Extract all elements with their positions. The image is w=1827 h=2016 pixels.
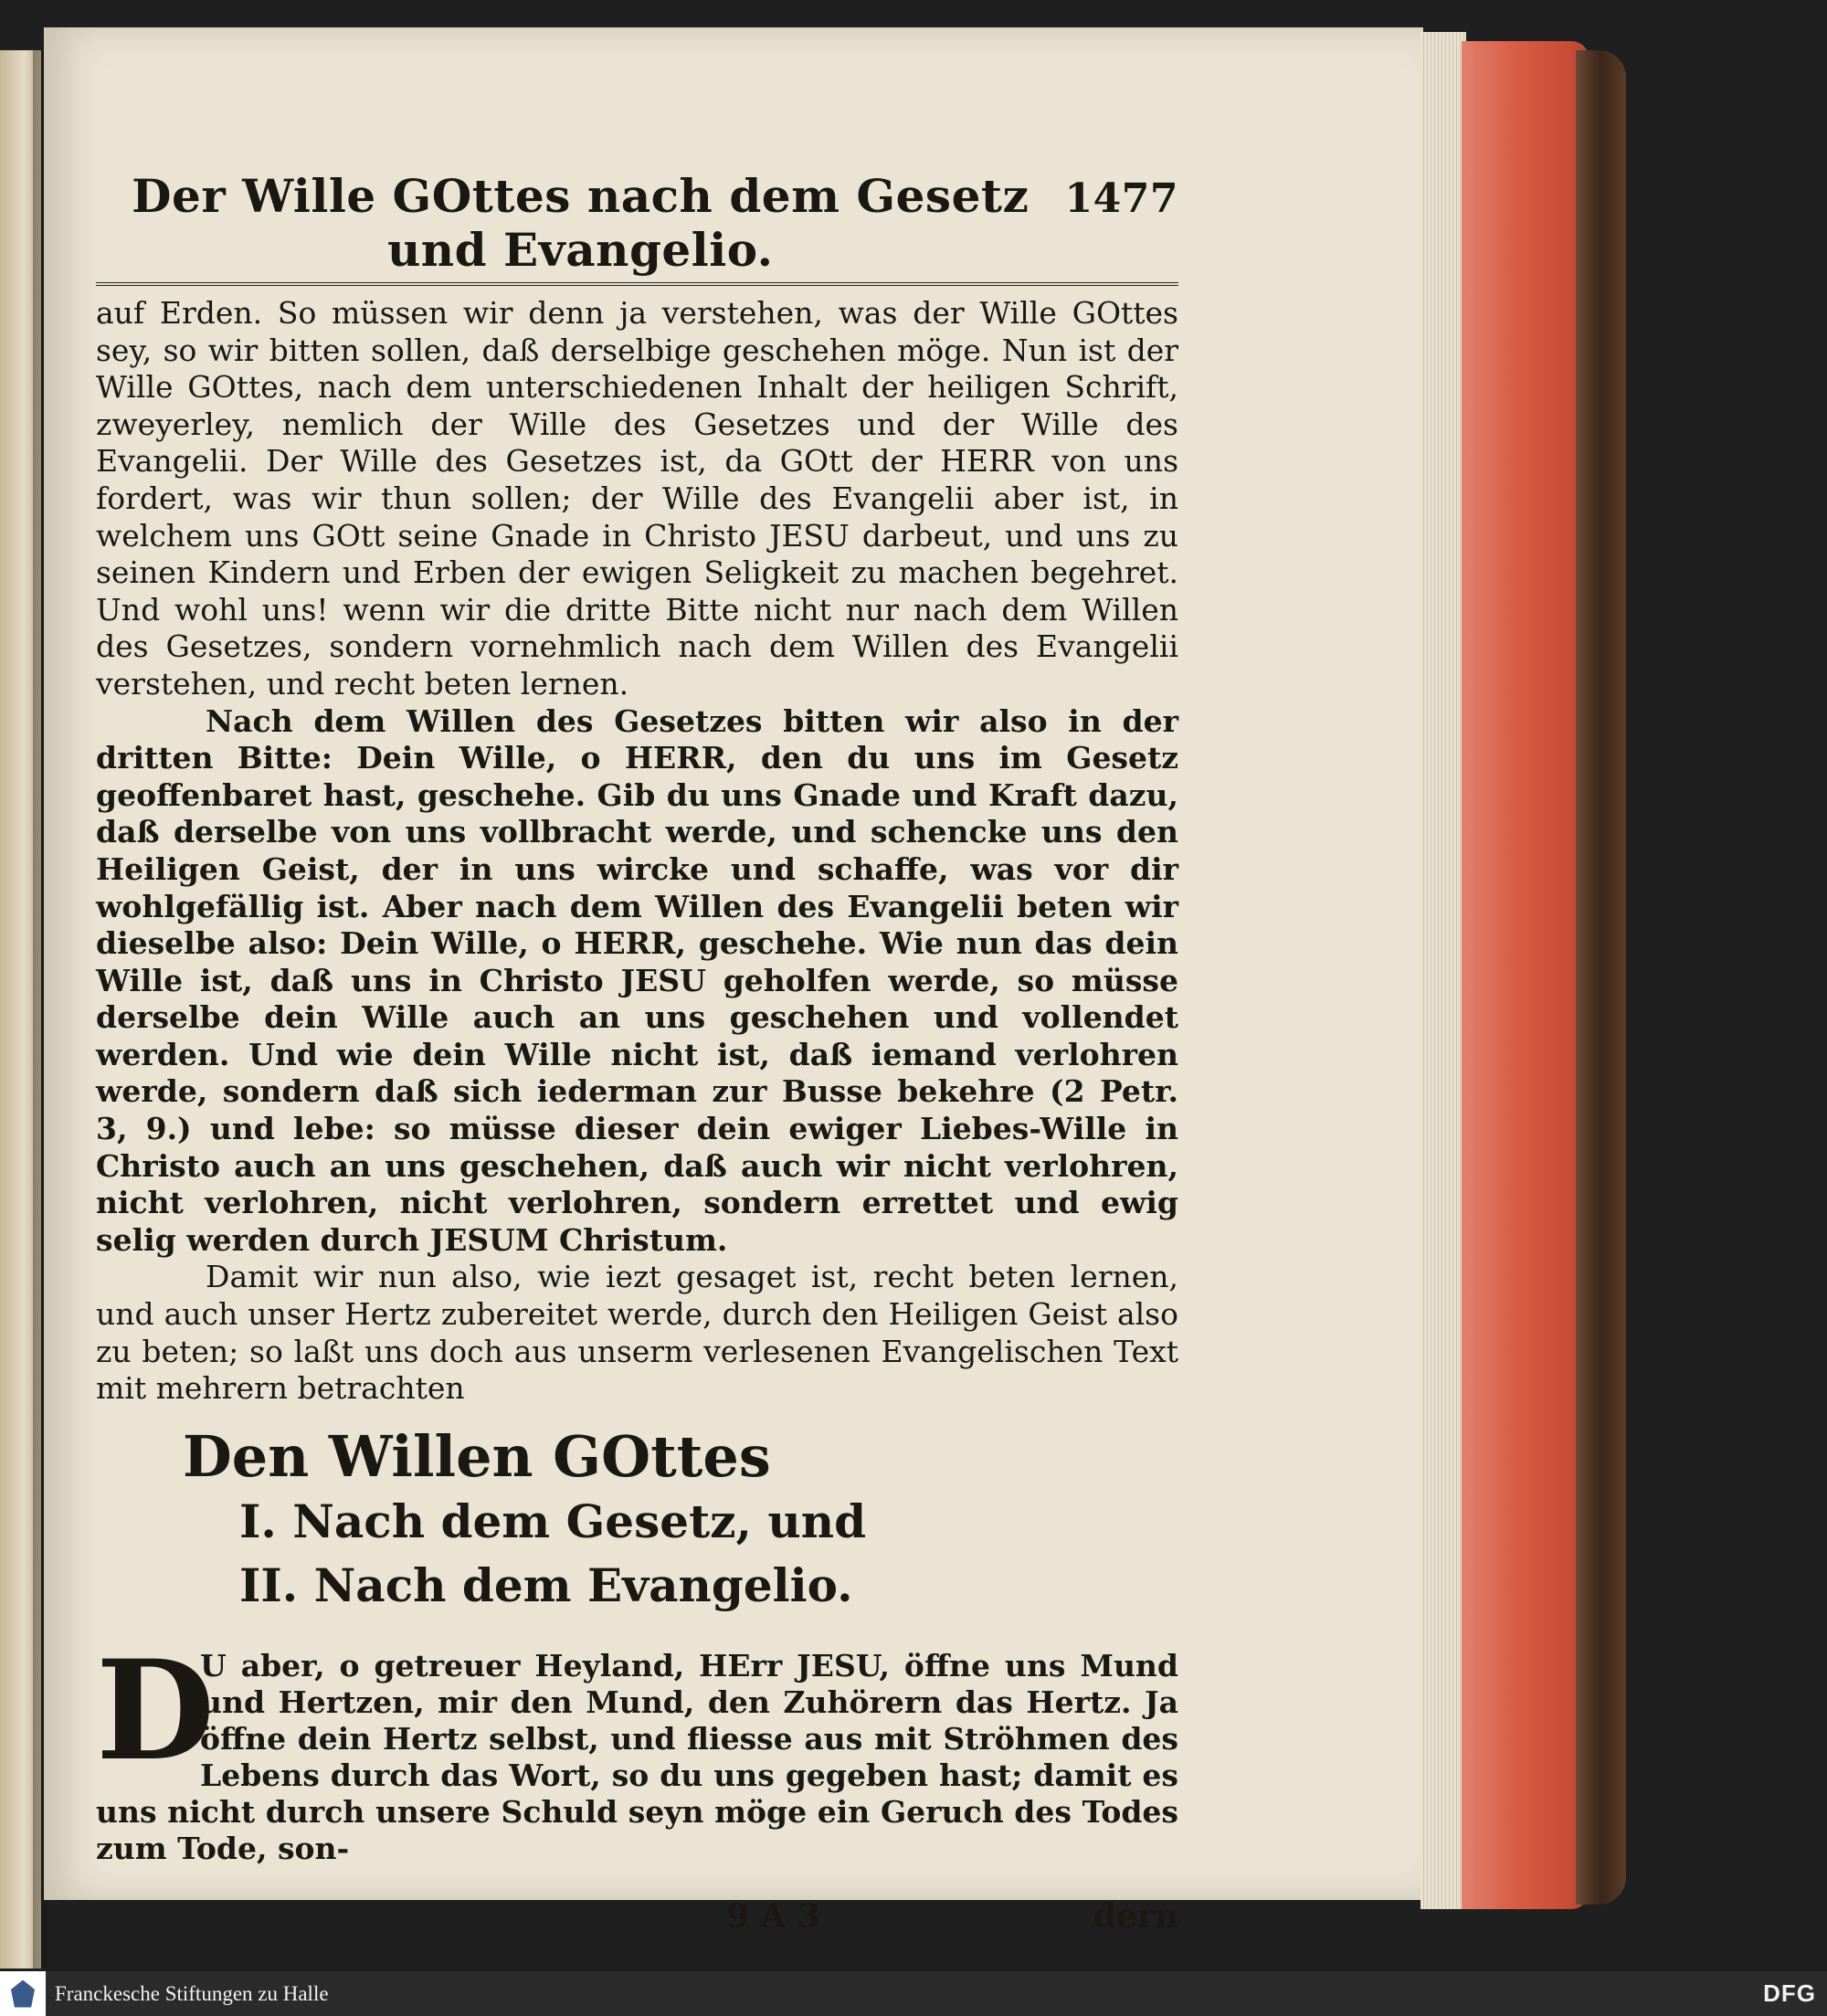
section-heading — [183, 1424, 1178, 1618]
drop-cap: D — [96, 1630, 216, 1791]
heading-main: Den Willen GOttes — [183, 1422, 771, 1490]
paragraph-2: Nach dem Willen des Gesetzes bitten wir also in der dritten Bitte: Dein Wille, o HERR, den du uns im Gesetz geoffenbaret hast, geschehe. Gib du uns Gnade und Kraft dazu, daß derselbe von uns vollbracht werde, und schencke uns den Heiligen Geist, der in uns wircke und schaffe, was vor dir wohlgefällig ist. Aber nach dem Willen des Evangelii beten wir dieselbe also: Dein Wille, o HERR, geschehe. Wie nun das dein Wille ist, daß uns in Christo JESU geholfen werde, so müsse derselbe dein Wille auch an uns geschehen und vollendet werden. Und wie dein Wille nicht ist, daß iemand verlohren werde, sondern daß sich iederman zur Busse bekehre (2 Petr. 3, 9.) und lebe: so müsse dieser dein ewiger Liebes-Wille in Christo auch an uns geschehen, daß auch wir nicht verlohren, nicht verlohren, nicht verlohren, sondern errettet und ewig selig werden durch JESUM Christum. — [96, 702, 1178, 1258]
institution-label: Franckesche Stiftungen zu Halle — [55, 1981, 329, 2005]
catchword: dern — [1093, 1896, 1178, 1936]
institution-credit[interactable] — [0, 1971, 329, 2016]
running-head — [96, 169, 1178, 286]
page-stack-edge — [1420, 32, 1466, 1909]
dfg-logo[interactable]: DFG — [1763, 1979, 1816, 2007]
prayer-paragraph — [96, 1630, 1178, 1867]
page-number: 1477 — [1064, 175, 1178, 222]
page-footer — [96, 1897, 1178, 1936]
running-head-title: Der Wille GOttes nach dem Gesetz und Evangelio. — [132, 169, 1030, 277]
viewer-bottom-bar — [0, 1971, 1827, 2016]
paragraph-1: auf Erden. So müssen wir denn ja verstehen, was der Wille GOttes sey, so wir bitten sollen, daß derselbige geschehen möge. Nun ist der Wille GOttes, nach dem unterschiedenen Inhalt der heiligen Schrift, zweyerley, nemlich der Wille des Gesetzes und der Wille des Evangelii. Der Wille des Gesetzes ist, da GOtt der HERR von uns fordert, was wir thun sollen; der Wille des Evangelii aber ist, in welchem uns GOtt seine Gnade in Christo JESU darbeut, und uns zu seinen Kindern und Erben der ewigen Seligkeit zu machen begehret. Und wohl uns! wenn wir die dritte Bitte nicht nur nach dem Willen des Gesetzes, sondern vornehmlich nach dem Willen des Evangelii verstehen, und recht beten lernen. — [96, 295, 1178, 702]
prayer-text: U aber, o getreuer Heyland, HErr JESU, öffne uns Mund und Hertzen, mir den Mund, den Zuhörern das Hertz. Ja öffne dein Hertz selbst, und fliesse aus mit Ströhmen des Lebens durch das Wort, so du uns gegeben hast; damit es uns nicht durch unsere Schuld seyn möge ein Geruch des Todes zum Tode, son- — [96, 1647, 1178, 1866]
page-text-block — [96, 169, 1178, 1936]
paragraph-3: Damit wir nun also, wie iezt gesaget ist, recht beten lernen, und auch unser Hertz zubereitet werde, durch den Heiligen Geist also zu beten; so laßt uns doch aus unserm verlesenen Evangelischen Text mit mehrern betrachten — [96, 1259, 1178, 1407]
institution-logo-icon — [0, 1971, 46, 2016]
heading-part-1: I. Nach dem Gesetz, und — [239, 1494, 867, 1548]
signature-mark: 9 A 3 — [726, 1896, 821, 1936]
red-fore-edge — [1462, 41, 1589, 1909]
heading-part-2: II. Nach dem Evangelio. — [239, 1557, 853, 1612]
book-cover-edge — [1576, 50, 1626, 1905]
